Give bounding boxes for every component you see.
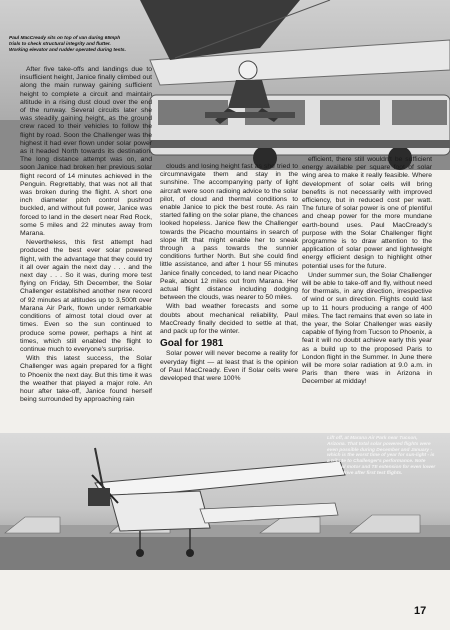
paragraph: efficient, there still wouldn't be sufficient energy available per square foot of solar wing area to make it really feasible. Where development of solar cells will bring benefits is not necessarily with improved efficiency, but in reduced cost per watt. The future of solar power is one of plentiful and cheap power for the more mundane earth-bound uses. Paul MacCready's purpose with the Solar Challenger flight programme is to draw attention to the application of solar power and lightweight energy efficient design to highlight other potential uses for the future. [302,156,432,270]
paragraph: With bad weather forecasts and some doubts about mechanical reliability, Paul MacCready finally decided to settle at that, and pack up for the winter. [160,303,298,336]
article-column-2 [160,163,298,384]
section-heading: Goal for 1981 [160,338,224,350]
article-column-3 [302,156,432,388]
top-photo-caption: Paul MacCready sits on top of van during 65mph trials to check structural integrity and flutter. Working elevator and rudder operated during tests. [9,36,126,53]
paragraph: clouds and losing height fast as she tried to circumnavigate them and stay in the sunshine. The accompanying party of light aircraft were soon radioing advice to the solar pilot, of cloud and thermal conditions to enable Janice to pick the best route. As rain started falling on the solar plane, the chances looked hopeless. Janice flew the Challenger towards the Picacho mountains in search of slope lift that might enable her to sneak through a pass towards the sunnier conditions further North. But she could find little assistance, and after 1 hour 55 minutes Janice finally conceded, to land near Picacho Peak, about 12 miles out from Marana. Her actual flight distance including dodging between the clouds, was nearer to 50 miles. [160,163,298,302]
paragraph: Solar power will never become a reality for everyday flight — at least that is the opinion of Paul MacCready. Even if Solar cells were developed that were 100% [160,350,298,383]
page-number: 17 [414,605,427,617]
bottom-photo-caption: Lift off, at Marana Air Park near Tucson, Arizona. That total solar powered flights were even possible during December and January - which is the worst time of year for sun-light - is a tribute to Challenger's performance. Note external motor and TE extension for even lower motor/drive after first test flights. [327,436,436,476]
paragraph: Nevertheless, this first attempt had produced the best ever solar powered flight, with the advantage that they could try it all over again the next day . . . and the next day . . . So it was, during more test flying on Friday, 5th December, the Solar Challenger established another new record of 92 minutes at altitudes up to 3,500ft over Marana Air Park, flown under remarkable conditions of almost total cloud over at times. Even so the sun continued to produce some power, perhaps a hint at times, which still enabled the flight to continue much to everyone's surprise. [20,239,152,353]
article-column-1 [20,66,152,405]
paragraph: With this latest success, the Solar Challenger was again prepared for a flight to Phoenix the next day. But this time it was the weather that played a major role. An hour after take-off, Janice found herself being surrounded by approaching rain [20,355,152,404]
paragraph: After five take-offs and landings due to insufficient height, Janice finally climbed out along the main runway gaining sufficient height to complete a circuit and maintain altitude in a rising dust cloud over the end of the runway. Several circuits later she was steadily gaining height, as the ground crew raced to their vehicles to follow the flight by road. Soon the Challenger was the highest it had ever flown under solar power as it headed North towards its destination. The long distance attempt was on, and soon Janice had broken her previous solar flight record of 14 minutes achieved in the Penguin. Regrettably, that was not all that was broken during the flight. A short one inch diameter pitch control pushrod buckled, and without full power, Janice was forced to land in the desert near Red Rock, some 5 miles and 22 minutes away from Marana. [20,66,152,238]
paragraph: Under summer sun, the Solar Challenger will be able to take-off and fly, without need for thermals, in any direction, irrespective of wind or sun direction. Flights could last up to 11 hours producing a range of 400 miles. The fact remains that even so late in the year, the Solar Challenger was easily capable of flying from Tucson to Phoenix, a feat it will no doubt achieve early this year as a build up to the proposed Paris to London flight in the Summer. In June there will be more solar radiation at 9.0 a.m. in Paris than there was in Arizona in December at midday! [302,271,432,386]
